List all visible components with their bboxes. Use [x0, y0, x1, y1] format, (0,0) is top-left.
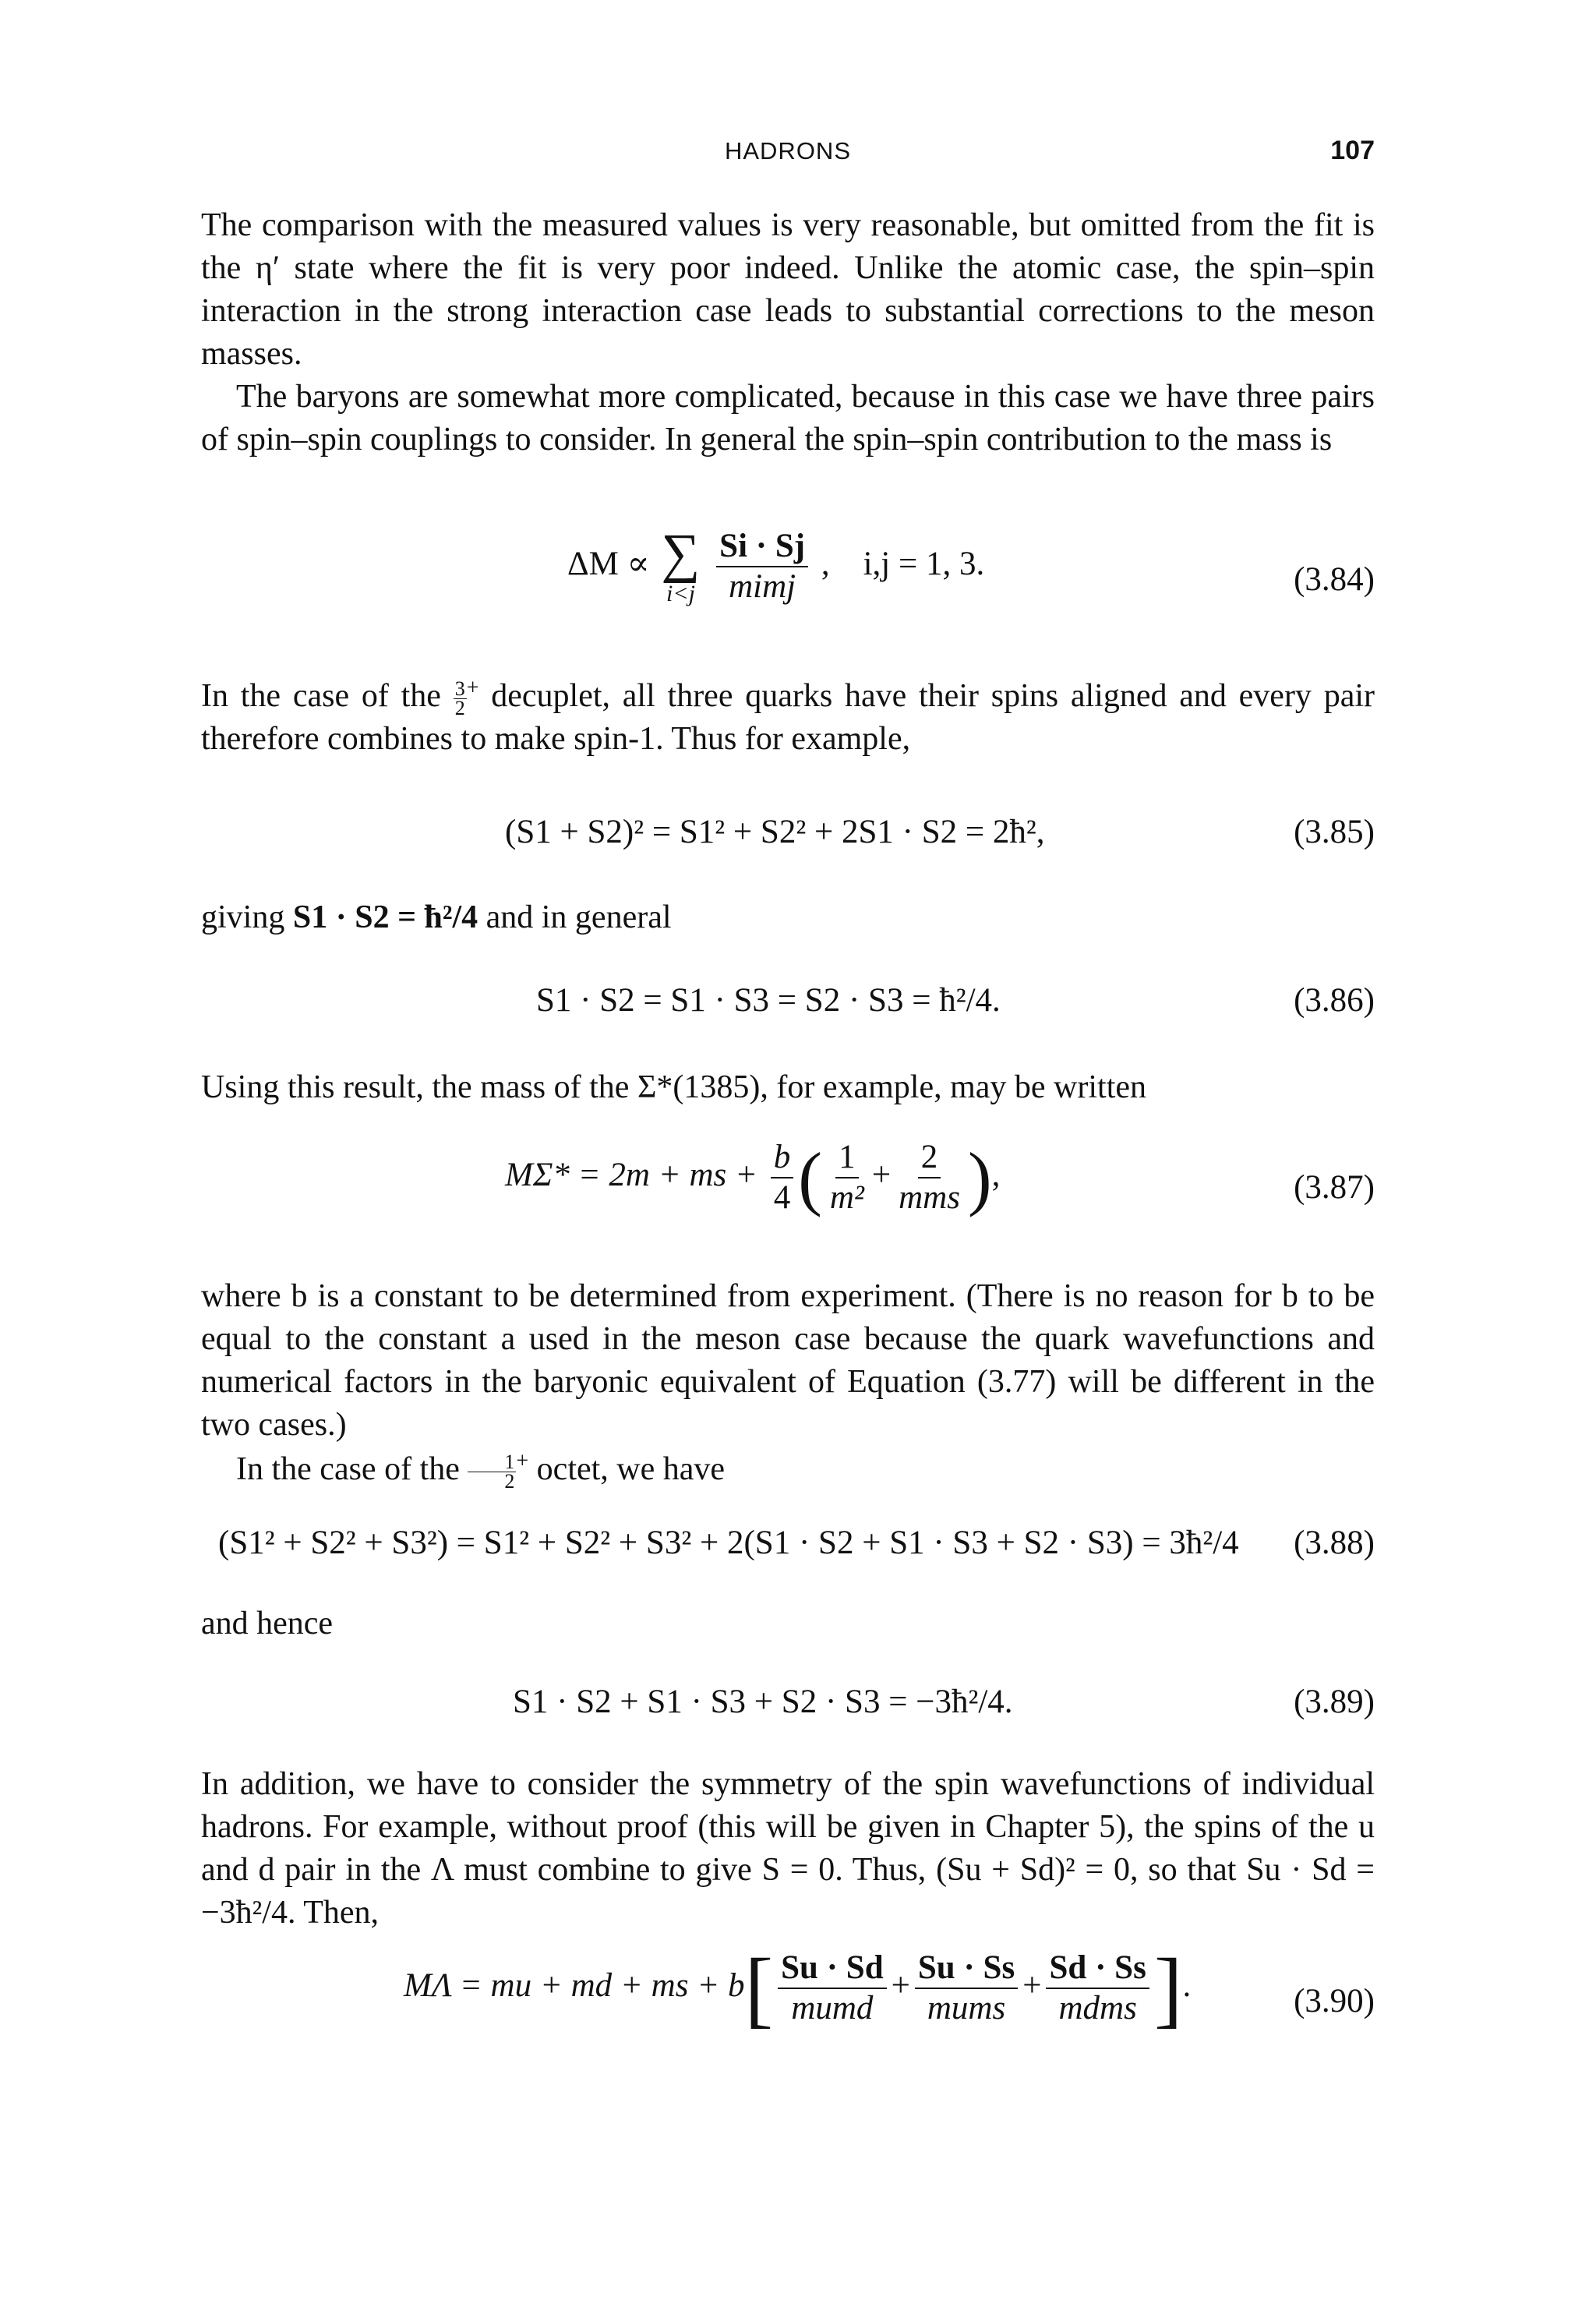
eq89-body: S1 · S2 + S1 · S3 + S2 · S3 = −3ħ²/4.: [513, 1684, 1013, 1720]
p7-rest: octet, we have: [528, 1451, 726, 1487]
eq87-open-paren: (: [798, 1138, 822, 1217]
eq87-frac-1: [827, 1138, 867, 1217]
decuplet-den: 2: [454, 696, 465, 719]
eq90-term-1: [778, 1949, 887, 2028]
octet-den: 2: [504, 1469, 515, 1493]
eq84-denominator: mimj: [729, 568, 796, 605]
paragraph-9: In addition, we have to consider the symmetry of the spin wavefunctions of individual hadrons. For example, without proof (this will be given in Chapter 5), the spins of the u and d pair in the Λ must combine to give S = 0. Thus, (Su + Sd)² = 0, so that Su · Sd = −3ħ²/4. Then,: [201, 1766, 1375, 1931]
eq90-n2: Su · Ss: [915, 1949, 1018, 1989]
decuplet-num: 3: [454, 677, 465, 700]
eq89-number: (3.89): [1294, 1684, 1375, 1720]
eq84-tail: , i,j = 1, 3.: [821, 545, 985, 582]
paragraph-2: The baryons are somewhat more complicated, because in this case we have three pairs of spin–spin couplings to consider. In general the spin–spin contribution to the mass is: [201, 379, 1375, 458]
decuplet-parity: +: [466, 676, 479, 700]
eq87-m2: m²: [829, 1179, 864, 1216]
eq86-number: (3.86): [1294, 982, 1375, 1019]
eq84-number: (3.84): [1294, 561, 1375, 598]
eq84-sum-limit: i<j: [666, 581, 695, 606]
eq90-open-bracket: [: [744, 1941, 774, 2036]
eq87-b-over-4: [771, 1138, 794, 1217]
inline-s1s2: S1 · S2 = ħ²/4: [292, 899, 478, 935]
eq90-close-bracket: ]: [1153, 1941, 1183, 2036]
p4-lead: giving: [201, 899, 293, 935]
paragraph-6: where b is a constant to be determined from experiment. (There is no reason for b to be equal to the constant a used in the meson case because the quark wavefunctions and numerical factors in the baryonic equivalent of Equation (3.77) will be different in the two cases.): [201, 1278, 1375, 1443]
eq86-body: S1 · S2 = S1 · S3 = S2 · S3 = ħ²/4.: [536, 982, 1001, 1019]
eq88-number: (3.88): [1294, 1525, 1375, 1561]
page-header: [201, 137, 1375, 171]
p4-rest: and in general: [478, 899, 672, 935]
eq84-numerator: Si · Sj: [716, 527, 808, 567]
equation-3-89: [201, 1680, 1375, 1727]
p3-rest: decuplet, all three quarks have their spins aligned and every pair therefore combines to make spin-1. Thus for example,: [201, 678, 1375, 757]
eq84-fraction: [716, 527, 808, 606]
eq87-four: 4: [773, 1179, 791, 1216]
paragraph-4: [201, 896, 1375, 939]
eq87-tail: ,: [991, 1156, 1001, 1193]
eq85-number: (3.85): [1294, 814, 1375, 850]
eq87-one: 1: [835, 1138, 859, 1178]
paragraph-8: and hence: [201, 1606, 334, 1641]
eq90-term-3: [1046, 1949, 1149, 2028]
paragraph-5: Using this result, the mass of the Σ*(1385), for example, may be written: [201, 1069, 1147, 1105]
eq90-d1: mumd: [791, 1990, 874, 2026]
eq87-number: (3.87): [1294, 1169, 1375, 1206]
p7-lead: In the case of the: [236, 1451, 468, 1487]
eq90-n3: Sd · Ss: [1046, 1949, 1149, 1989]
eq90-d3: mdms: [1058, 1990, 1137, 2026]
paragraph-7: [201, 1448, 1375, 1491]
eq87-mms: mms: [899, 1179, 960, 1216]
equation-3-90: MΛ = mu + md + ms + b[ $\frac{Su \cdot Sd}{\text{mumd}}$ + $\frac{Su \cdot Ss}{\text{mums}}$ + $\frac{Sd \cdot Ss}{\text{mdms}}$ ]. (3.90): [404, 1941, 1375, 2036]
eq87-lhs: MΣ* = 2m + ms +: [505, 1156, 758, 1193]
octet-spin-fraction: [468, 1450, 516, 1493]
running-head: HADRONS: [724, 137, 851, 164]
eq90-term-2: [915, 1949, 1018, 2028]
eq87-two: 2: [918, 1138, 941, 1178]
equation-3-85: [201, 811, 1375, 857]
page-number: 107: [1330, 136, 1375, 165]
octet-parity: +: [516, 1449, 529, 1473]
paragraph-3: [201, 675, 1375, 761]
summation-sign: ∑ i<j: [661, 524, 701, 606]
equation-3-88: [201, 1521, 1375, 1568]
paragraph-1: The comparison with the measured values is very reasonable, but omitted from the fit is the η′ state where the fit is very poor indeed. Unlike the atomic case, the spin–spin interaction in the strong interaction case leads to substantial corrections to the meson masses.: [201, 207, 1375, 372]
eq87-frac-2: [895, 1138, 963, 1217]
eq87-close-paren: ): [967, 1138, 992, 1217]
equation-3-87: MΣ* = 2m + ms + $\frac{b}{4}$ ( $\frac{1}{\text{m²}}$ + $\frac{2}{\text{mms}}$ ), (3.87): [505, 1138, 1375, 1217]
eq90-tail: .: [1182, 1966, 1192, 2004]
decuplet-spin-fraction: [454, 677, 467, 719]
eq84-lhs: ΔM ∝: [567, 545, 650, 582]
eq90-number: (3.90): [1294, 1983, 1375, 2019]
eq90-d2: mums: [927, 1990, 1006, 2026]
octet-num: 1: [468, 1453, 516, 1472]
p3-lead: In the case of the: [201, 678, 454, 714]
equation-3-86: [201, 979, 1375, 1026]
eq90-n1: Su · Sd: [778, 1949, 887, 1989]
eq87-b: b: [771, 1138, 794, 1178]
eq85-body: (S1 + S2)² = S1² + S2² + 2S1 · S2 = 2ħ²,: [505, 814, 1045, 850]
eq88-body: (S1² + S2² + S3²) = S1² + S2² + S3² + 2(S1 · S2 + S1 · S3 + S2 · S3) = 3ħ²/4: [218, 1525, 1239, 1561]
equation-3-84: [201, 524, 1375, 636]
eq90-lhs: MΛ = mu + md + ms + b: [404, 1966, 745, 2004]
